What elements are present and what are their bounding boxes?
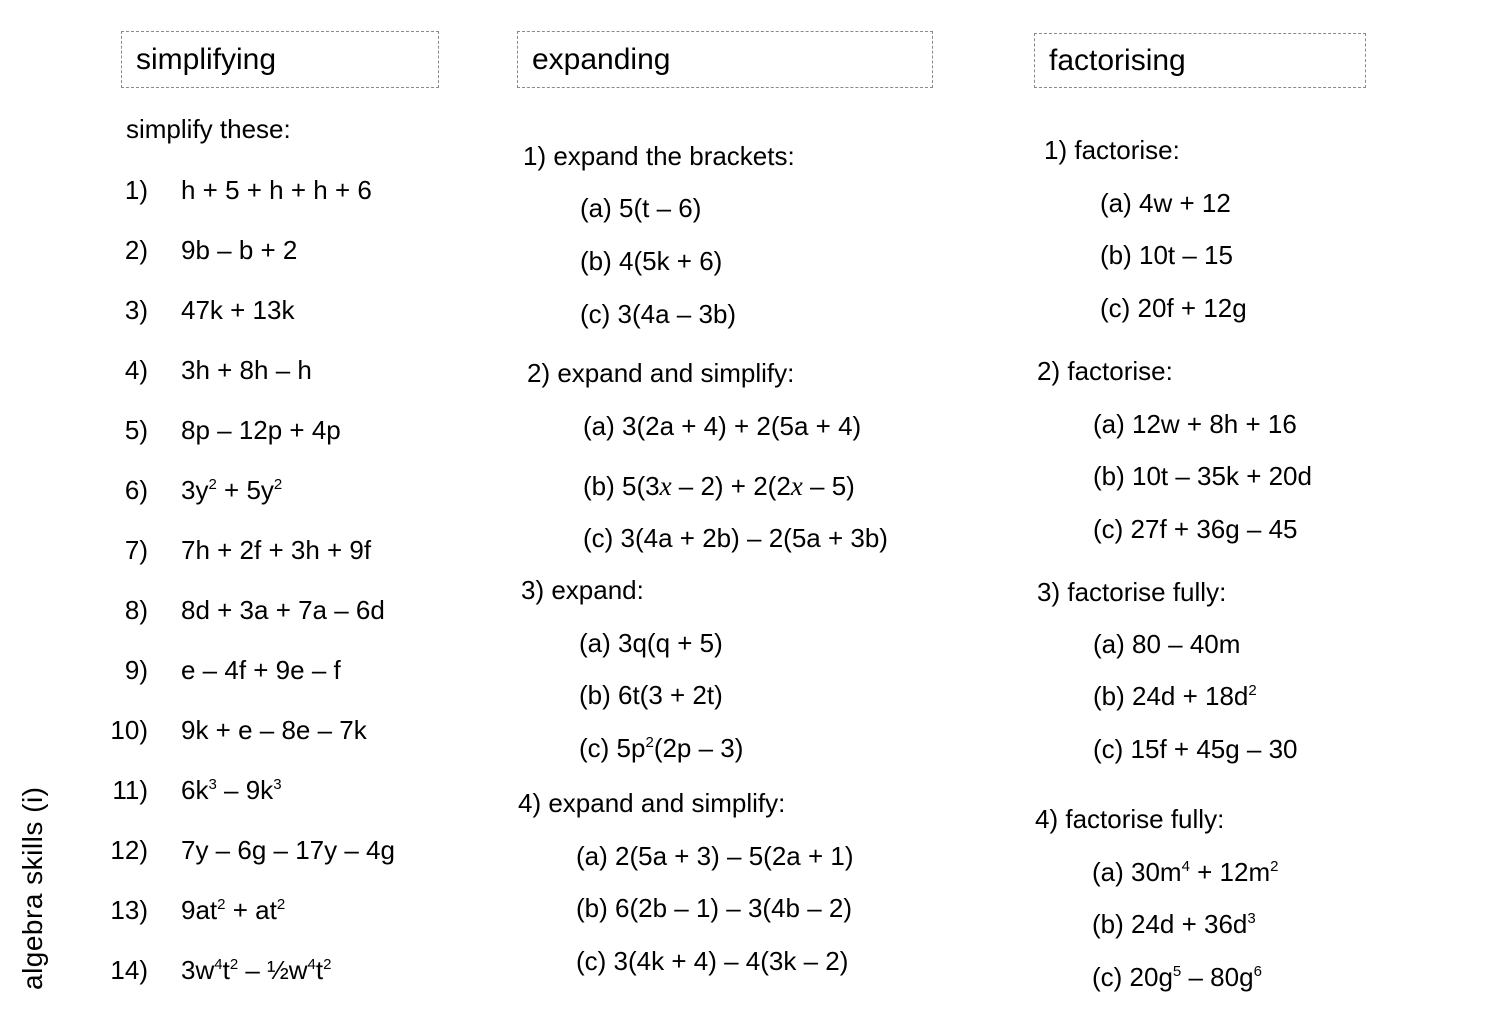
simplify-item-expression: $6k^3 - 9k^3$ xyxy=(181,775,282,805)
factorise-q4-b: (b) $24d + 36d^3$ xyxy=(1092,909,1256,939)
simplify-item-expression: 8d + 3a + 7a – 6d xyxy=(181,595,385,625)
simplify-item-expression: 8p – 12p + 4p xyxy=(181,415,341,445)
expand-q3-title: 3) expand: xyxy=(521,575,644,605)
simplify-item-expression: 7h + 2f + 3h + 9f xyxy=(181,535,372,565)
simplify-item-number: 12) xyxy=(110,835,148,865)
simplify-item-number: 2) xyxy=(124,235,148,265)
factorise-q2-a: (a) 12w + 8h + 16 xyxy=(1093,409,1297,439)
expand-q2-title: 2) expand and simplify: xyxy=(527,358,795,388)
simplify-item-number: 7) xyxy=(124,535,148,565)
simplify-item-expression: h + 5 + h + h + 6 xyxy=(181,175,372,205)
expand-q3-a: (a) 3q(q + 5) xyxy=(579,628,723,658)
simplify-item-number: 14) xyxy=(110,955,148,985)
expand-q2-c: (c) 3(4a + 2b) – 2(5a + 3b) xyxy=(583,523,888,553)
simplify-item-number: 6) xyxy=(124,475,148,505)
factorise-q2-c: (c) 27f + 36g – 45 xyxy=(1093,514,1298,544)
header-expanding: expanding xyxy=(517,31,933,88)
factorise-q3-a: (a) 80 – 40m xyxy=(1093,629,1241,659)
simplify-item-number: 4) xyxy=(124,355,148,385)
header-simplifying: simplifying xyxy=(121,31,439,88)
factorise-q3-c: (c) 15f + 45g – 30 xyxy=(1093,734,1298,764)
expand-q1-b: (b) 4(5k + 6) xyxy=(580,246,723,276)
factorise-q3-b: (b) $24d + 18d^2$ xyxy=(1093,681,1257,711)
expand-q4-c: (c) 3(4k + 4) – 4(3k – 2) xyxy=(576,946,849,976)
factorise-q1-a: (a) 4w + 12 xyxy=(1100,188,1231,218)
simplify-item xyxy=(106,535,371,565)
expand-q3-c: (c) $5p^2(2p - 3)$ xyxy=(579,733,744,763)
factorise-q2-title: 2) factorise: xyxy=(1037,356,1173,386)
simplify-item-number: 1) xyxy=(124,175,148,205)
simplify-item-number: 5) xyxy=(124,415,148,445)
factorise-q4-title: 4) factorise fully: xyxy=(1035,804,1225,834)
factorise-q1-b: (b) 10t – 15 xyxy=(1100,240,1233,270)
simplify-item-expression: $9at^2 + at^2$ xyxy=(181,895,286,925)
simplify-item xyxy=(106,235,297,265)
simplify-item xyxy=(106,895,285,925)
simplify-item xyxy=(106,775,282,805)
simplify-item-number: 8) xyxy=(124,595,148,625)
simplify-item xyxy=(106,835,395,865)
simplify-item-expression: 47k + 13k xyxy=(181,295,295,325)
simplify-item-expression: $3w^4t^2$ – $\frac{1}{2}w^4t^2$ xyxy=(181,955,332,985)
factorise-q2-b: (b) 10t – 35k + 20d xyxy=(1093,461,1312,491)
simplify-item-expression: 9b – b + 2 xyxy=(181,235,298,265)
simplify-item-expression: e – 4f + 9e – f xyxy=(181,655,341,685)
expand-q3-b: (b) 6t(3 + 2t) xyxy=(579,680,723,710)
simplify-item-expression: 9k + e – 8e – 7k xyxy=(181,715,367,745)
simplify-item xyxy=(106,295,294,325)
expand-q4-title: 4) expand and simplify: xyxy=(518,788,786,818)
simplify-item xyxy=(106,595,385,625)
simplify-item xyxy=(106,175,372,205)
expand-q2-b: (b) 5(3x – 2) + 2(2x – 5) xyxy=(583,471,855,501)
simplify-item-expression: 3h + 8h – h xyxy=(181,355,312,385)
simplify-item-number: 11) xyxy=(112,775,148,805)
factorise-q4-a: (a) $30m^4 + 12m^2$ xyxy=(1092,857,1279,887)
expand-q1-title: 1) expand the brackets: xyxy=(523,141,795,171)
factorise-q4-c: (c) $20g^5 - 80g^6$ xyxy=(1092,962,1262,992)
simplify-item xyxy=(106,715,367,745)
simplify-item-number: 10) xyxy=(110,715,148,745)
expand-q4-a: (a) 2(5a + 3) – 5(2a + 1) xyxy=(576,841,854,871)
simplify-item xyxy=(106,655,341,685)
simplify-item xyxy=(106,475,282,505)
expand-q1-a: (a) 5(t – 6) xyxy=(580,193,702,223)
header-factorising: factorising xyxy=(1034,33,1366,88)
simplify-item xyxy=(106,355,312,385)
expand-q4-b: (b) 6(2b – 1) – 3(4b – 2) xyxy=(576,893,853,923)
simplify-item-expression: 7y – 6g – 17y – 4g xyxy=(181,835,395,865)
factorise-q1-title: 1) factorise: xyxy=(1044,135,1180,165)
simplify-item-expression: $3y^2 + 5y^2$ xyxy=(181,475,283,505)
simplify-item-number: 13) xyxy=(110,895,148,925)
simplify-item-number: 3) xyxy=(124,295,148,325)
side-title: algebra skills (i) xyxy=(17,786,48,990)
simplify-intro: simplify these: xyxy=(126,114,291,144)
simplify-item xyxy=(106,415,341,445)
expand-q2-a: (a) 3(2a + 4) + 2(5a + 4) xyxy=(583,411,862,441)
simplify-item xyxy=(106,955,331,985)
simplify-item-number: 9) xyxy=(124,655,148,685)
factorise-q3-title: 3) factorise fully: xyxy=(1037,577,1227,607)
factorise-q1-c: (c) 20f + 12g xyxy=(1100,293,1247,323)
expand-q1-c: (c) 3(4a – 3b) xyxy=(580,299,737,329)
